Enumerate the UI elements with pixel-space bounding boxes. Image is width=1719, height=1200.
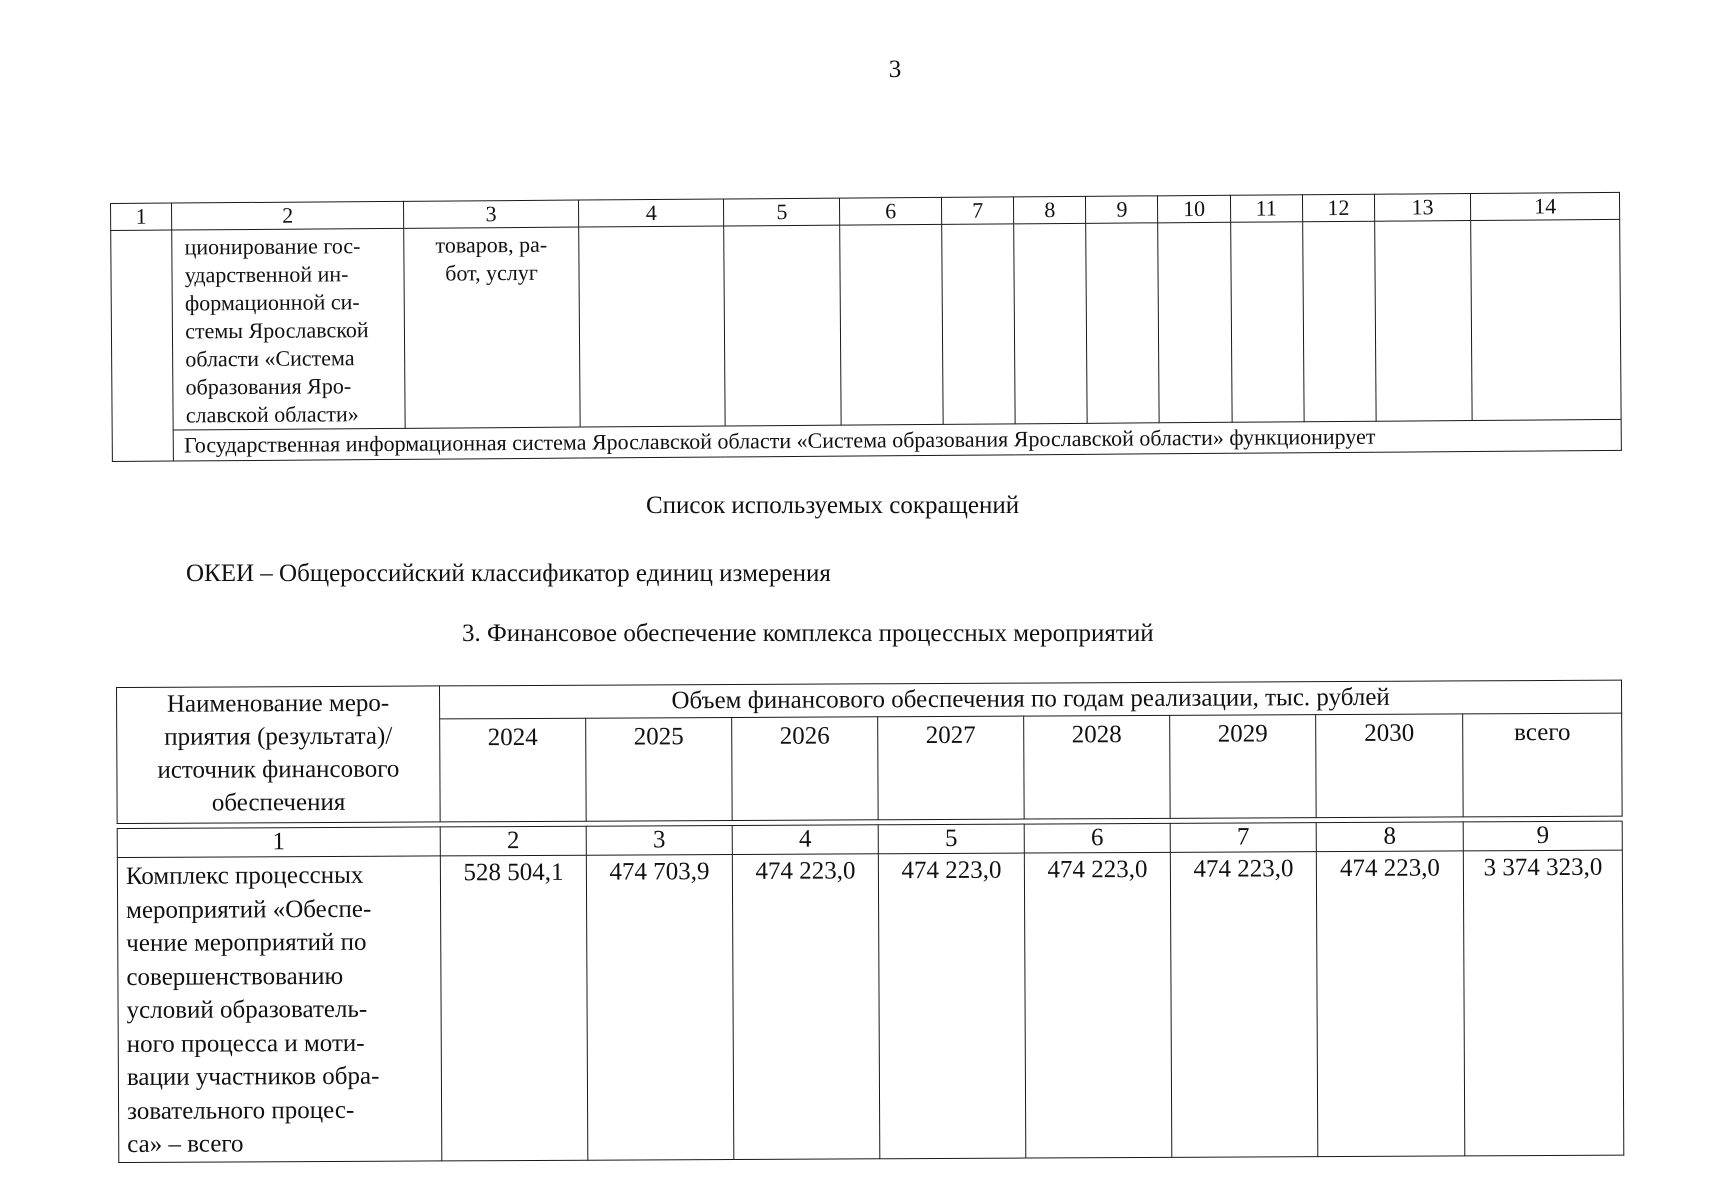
column-number: 8 [1014, 196, 1086, 224]
column-number: 6 [840, 197, 942, 225]
financing-table [116, 680, 1624, 1163]
column-number: 7 [1170, 823, 1316, 853]
column-number: 5 [878, 824, 1024, 854]
text-line: условий образователь- [126, 995, 368, 1024]
column-number: 11 [1230, 195, 1302, 223]
text-line: чение мероприятий по [126, 928, 367, 957]
text-line: вации участников обра- [126, 1062, 380, 1091]
column-number: 3 [586, 825, 732, 855]
text-line: бот, услуг [445, 259, 538, 286]
text-line: области «Система [185, 345, 355, 372]
page-number: 3 [888, 56, 902, 83]
abbreviations-title: Список используемых сокращений [646, 492, 1020, 519]
empty-cell [579, 226, 726, 427]
year-header: 2027 [878, 716, 1025, 820]
text-line: обеспечения [211, 788, 346, 817]
column-number: 9 [1463, 821, 1622, 851]
empty-cell [1375, 221, 1473, 422]
empty-cell [1471, 219, 1621, 420]
text-line: приятия (результата)/ [164, 722, 393, 751]
text-line: стемы Ярославской [185, 317, 369, 344]
text-line: славской области» [185, 401, 359, 428]
table-row [111, 219, 1621, 430]
column-number: 4 [578, 199, 724, 227]
column-number: 12 [1302, 194, 1374, 222]
column-number: 1 [117, 827, 440, 858]
column-number: 7 [941, 197, 1013, 225]
column-number: 1 [111, 203, 172, 230]
column-number: 6 [1024, 823, 1170, 853]
indicators-table-continued [110, 192, 1622, 462]
empty-cell [942, 224, 1016, 425]
total-value-cell: 3 374 323,0 [1463, 850, 1624, 1155]
column-number: 14 [1471, 192, 1620, 220]
financing-section-title: 3. Финансовое обеспечение комплекса процессных мероприятий [462, 620, 1154, 647]
result-description-cell: Государственная информационная система Ярославской области «Система образования Ярославской области» функционирует [173, 419, 1621, 461]
year-header: 2030 [1316, 714, 1464, 818]
value-cell: 474 223,0 [878, 853, 1025, 1158]
column-number: 2 [172, 201, 404, 230]
value-cell: 474 223,0 [1170, 852, 1317, 1157]
row-number-cell [111, 230, 174, 461]
table-row [117, 850, 1624, 1162]
text-line: ного процесса и моти- [126, 1029, 365, 1058]
column-number: 8 [1316, 822, 1463, 852]
year-header: 2024 [440, 718, 587, 822]
value-cell: 474 223,0 [732, 854, 879, 1159]
text-line: мероприятий «Обеспе- [126, 895, 372, 924]
text-line: са» – всего [127, 1130, 244, 1158]
column-number: 3 [404, 200, 579, 228]
year-header: 2028 [1024, 715, 1171, 819]
column-number: 5 [724, 198, 840, 226]
text-line: образования Яро- [185, 373, 352, 400]
column-number: 9 [1086, 196, 1158, 224]
year-header: 2026 [732, 717, 879, 821]
value-cell: 474 703,9 [586, 854, 733, 1159]
empty-cell [724, 225, 841, 426]
text-line: зовательного процес- [127, 1096, 355, 1125]
text-line: формационной си- [184, 289, 360, 316]
empty-cell [1086, 223, 1160, 424]
column-number: 2 [440, 826, 586, 856]
empty-cell [1230, 222, 1304, 423]
total-header: всего [1463, 713, 1623, 817]
year-header: 2029 [1170, 715, 1317, 819]
column-number: 13 [1374, 194, 1470, 222]
value-cell: 474 223,0 [1316, 851, 1464, 1156]
text-line: Наименование меро- [166, 689, 390, 718]
empty-cell [840, 224, 943, 425]
text-line: Комплекс процессных [125, 861, 364, 890]
text-line: источник финансового [157, 755, 400, 784]
indicator-name-cell [172, 228, 405, 430]
empty-cell [1158, 222, 1232, 423]
year-header: 2025 [586, 717, 733, 821]
value-cell: 474 223,0 [1024, 852, 1171, 1157]
volume-group-header: Объем финансового обеспечения по годам реализации, тыс. рублей [439, 680, 1621, 719]
text-line: совершенствованию [126, 962, 344, 991]
empty-cell [1302, 221, 1376, 422]
text-line: товаров, ра- [435, 231, 548, 258]
text-line: ционирование гос- [184, 233, 361, 260]
column-number: 4 [732, 825, 878, 855]
name-header-cell [117, 686, 441, 824]
text-line: ударственной ин- [184, 261, 349, 288]
column-number: 10 [1158, 195, 1230, 223]
abbreviation-item: ОКЕИ – Общероссийский классификатор единиц измерения [186, 560, 831, 587]
activity-name-cell [117, 856, 441, 1162]
value-cell: 528 504,1 [440, 855, 587, 1160]
indicator-type-cell [404, 227, 580, 428]
empty-cell [1014, 223, 1088, 424]
